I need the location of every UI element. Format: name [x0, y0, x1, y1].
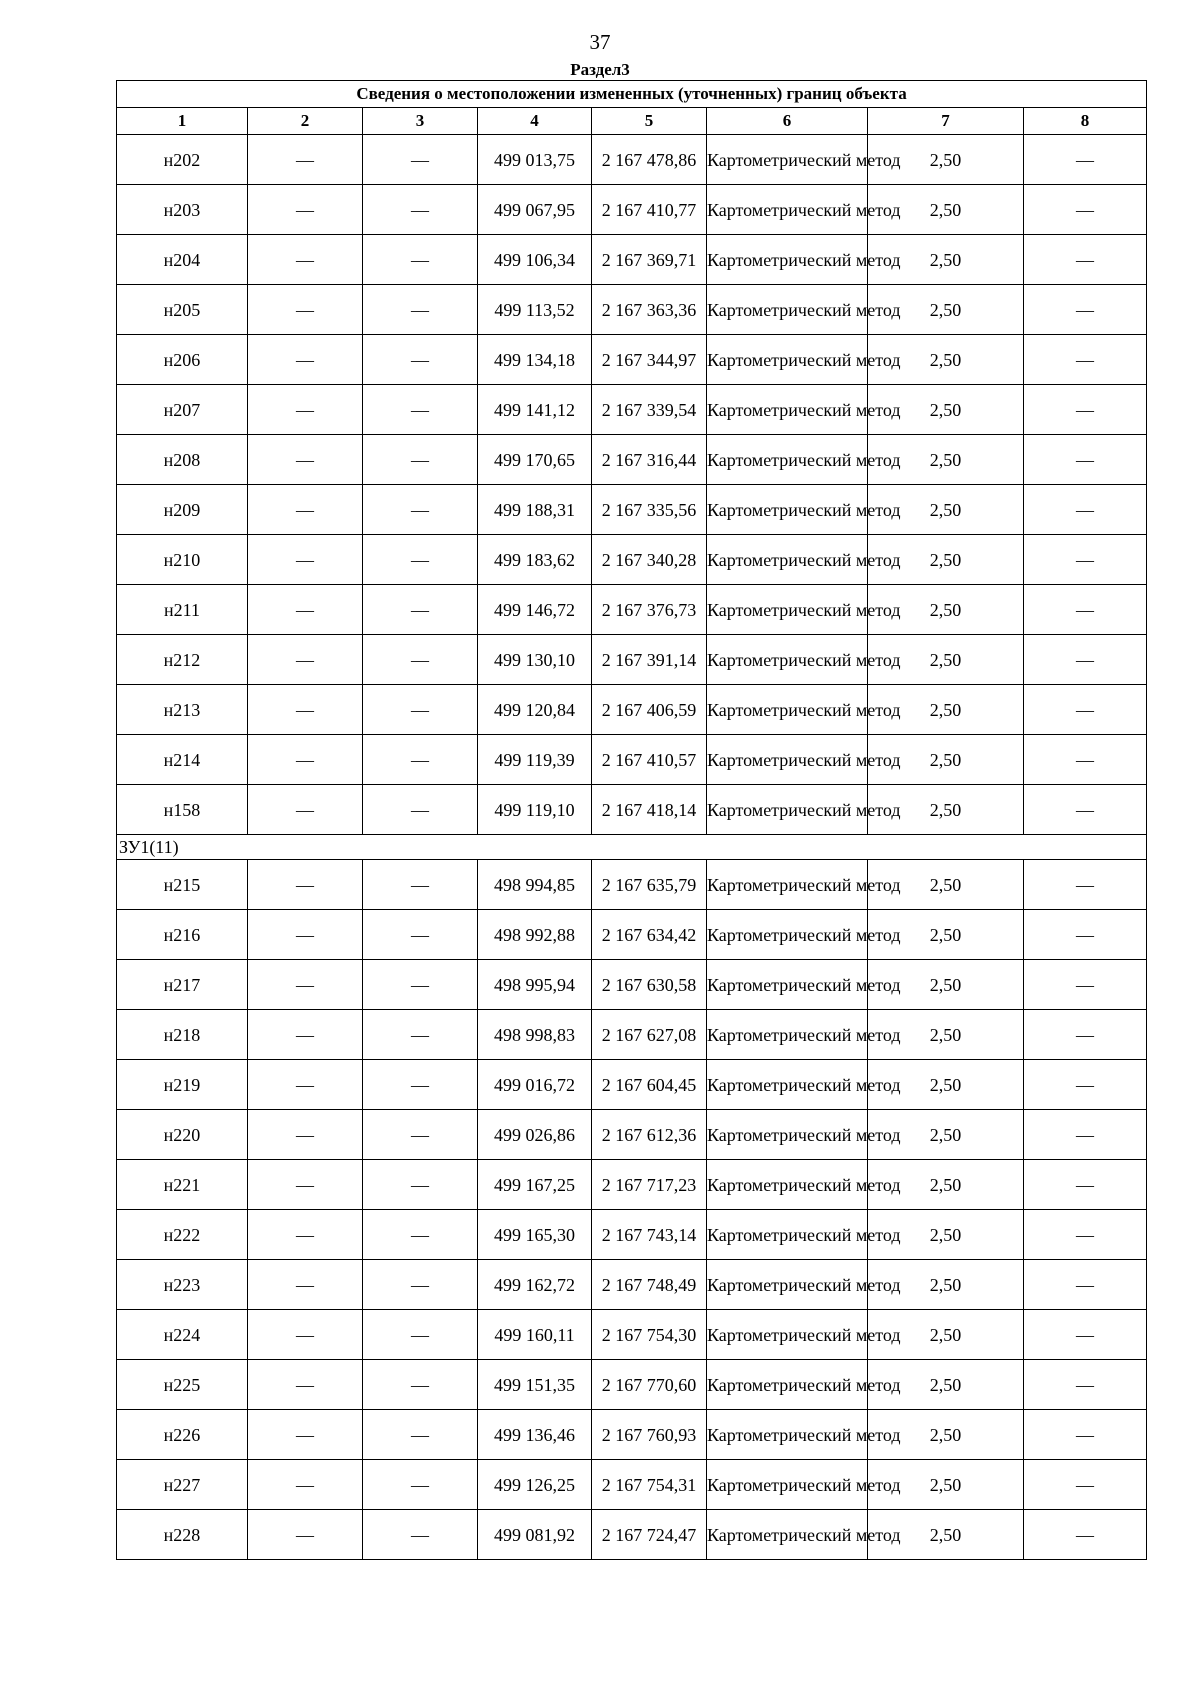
point-cell: н224	[117, 1310, 248, 1360]
x-coordinate-cell: 498 994,85	[478, 860, 592, 910]
column-2-cell: —	[248, 385, 363, 435]
column-3-cell: —	[363, 1110, 478, 1160]
table-row	[117, 1060, 1147, 1110]
column-8-cell: —	[1024, 335, 1147, 385]
method-cell: Картометрический метод	[707, 785, 868, 835]
y-coordinate-cell: 2 167 743,14	[592, 1210, 707, 1260]
table-row	[117, 1510, 1147, 1560]
x-coordinate-cell: 499 130,10	[478, 635, 592, 685]
y-coordinate-cell: 2 167 627,08	[592, 1010, 707, 1060]
column-3-cell: —	[363, 1310, 478, 1360]
y-coordinate-cell: 2 167 369,71	[592, 235, 707, 285]
column-8-cell: —	[1024, 1460, 1147, 1510]
column-2-cell: —	[248, 1210, 363, 1260]
accuracy-cell: 2,50	[868, 1360, 1024, 1410]
column-3-cell: —	[363, 1360, 478, 1410]
column-8-cell: —	[1024, 635, 1147, 685]
method-cell: Картометрический метод	[707, 960, 868, 1010]
column-8-cell: —	[1024, 1360, 1147, 1410]
column-8-cell: —	[1024, 1260, 1147, 1310]
accuracy-cell: 2,50	[868, 135, 1024, 185]
y-coordinate-cell: 2 167 335,56	[592, 485, 707, 535]
method-cell: Картометрический метод	[707, 1210, 868, 1260]
column-2-cell: —	[248, 335, 363, 385]
x-coordinate-cell: 499 136,46	[478, 1410, 592, 1460]
x-coordinate-cell: 499 016,72	[478, 1060, 592, 1110]
table-row	[117, 1360, 1147, 1410]
table-row	[117, 860, 1147, 910]
x-coordinate-cell: 499 106,34	[478, 235, 592, 285]
x-coordinate-cell: 499 026,86	[478, 1110, 592, 1160]
table-row	[117, 910, 1147, 960]
table-row	[117, 1410, 1147, 1460]
y-coordinate-cell: 2 167 604,45	[592, 1060, 707, 1110]
column-number: 8	[1024, 108, 1147, 135]
method-cell: Картометрический метод	[707, 285, 868, 335]
table-row	[117, 1210, 1147, 1260]
column-8-cell: —	[1024, 1310, 1147, 1360]
y-coordinate-cell: 2 167 340,28	[592, 535, 707, 585]
x-coordinate-cell: 499 165,30	[478, 1210, 592, 1260]
point-cell: н228	[117, 1510, 248, 1560]
column-3-cell: —	[363, 335, 478, 385]
group-header-row	[117, 835, 1147, 860]
column-number: 3	[363, 108, 478, 135]
point-cell: н217	[117, 960, 248, 1010]
column-2-cell: —	[248, 1110, 363, 1160]
column-2-cell: —	[248, 235, 363, 285]
x-coordinate-cell: 499 141,12	[478, 385, 592, 435]
table-row	[117, 335, 1147, 385]
method-cell: Картометрический метод	[707, 535, 868, 585]
table-row	[117, 1110, 1147, 1160]
boundary-coordinates-table	[116, 80, 1147, 1560]
y-coordinate-cell: 2 167 754,30	[592, 1310, 707, 1360]
point-cell: н226	[117, 1410, 248, 1460]
column-3-cell: —	[363, 185, 478, 235]
point-cell: н220	[117, 1110, 248, 1160]
column-8-cell: —	[1024, 960, 1147, 1010]
y-coordinate-cell: 2 167 724,47	[592, 1510, 707, 1560]
y-coordinate-cell: 2 167 760,93	[592, 1410, 707, 1460]
column-2-cell: —	[248, 485, 363, 535]
x-coordinate-cell: 499 081,92	[478, 1510, 592, 1560]
table-row	[117, 235, 1147, 285]
column-2-cell: —	[248, 1310, 363, 1360]
y-coordinate-cell: 2 167 418,14	[592, 785, 707, 835]
accuracy-cell: 2,50	[868, 185, 1024, 235]
column-3-cell: —	[363, 735, 478, 785]
point-cell: н204	[117, 235, 248, 285]
method-cell: Картометрический метод	[707, 1010, 868, 1060]
accuracy-cell: 2,50	[868, 910, 1024, 960]
column-3-cell: —	[363, 910, 478, 960]
method-cell: Картометрический метод	[707, 735, 868, 785]
table-row	[117, 585, 1147, 635]
column-8-cell: —	[1024, 735, 1147, 785]
column-8-cell: —	[1024, 1160, 1147, 1210]
accuracy-cell: 2,50	[868, 285, 1024, 335]
y-coordinate-cell: 2 167 363,36	[592, 285, 707, 335]
x-coordinate-cell: 499 162,72	[478, 1260, 592, 1310]
column-number: 7	[868, 108, 1024, 135]
column-3-cell: —	[363, 435, 478, 485]
table-row	[117, 1310, 1147, 1360]
section-title: Раздел3	[570, 60, 630, 79]
column-3-cell: —	[363, 1460, 478, 1510]
table-row	[117, 960, 1147, 1010]
column-8-cell: —	[1024, 685, 1147, 735]
y-coordinate-cell: 2 167 316,44	[592, 435, 707, 485]
column-8-cell: —	[1024, 1210, 1147, 1260]
method-cell: Картометрический метод	[707, 1060, 868, 1110]
point-cell: н158	[117, 785, 248, 835]
method-cell: Картометрический метод	[707, 1510, 868, 1560]
y-coordinate-cell: 2 167 344,97	[592, 335, 707, 385]
column-3-cell: —	[363, 385, 478, 435]
table-row	[117, 535, 1147, 585]
column-2-cell: —	[248, 285, 363, 335]
accuracy-cell: 2,50	[868, 1460, 1024, 1510]
table-caption: Сведения о местоположении измененных (уточненных) границ объекта	[117, 81, 1147, 108]
y-coordinate-cell: 2 167 634,42	[592, 910, 707, 960]
point-cell: н203	[117, 185, 248, 235]
column-2-cell: —	[248, 1360, 363, 1410]
accuracy-cell: 2,50	[868, 735, 1024, 785]
accuracy-cell: 2,50	[868, 585, 1024, 635]
point-cell: н211	[117, 585, 248, 635]
table-row	[117, 135, 1147, 185]
column-3-cell: —	[363, 1160, 478, 1210]
accuracy-cell: 2,50	[868, 1410, 1024, 1460]
column-8-cell: —	[1024, 285, 1147, 335]
accuracy-cell: 2,50	[868, 535, 1024, 585]
column-8-cell: —	[1024, 1510, 1147, 1560]
column-8-cell: —	[1024, 385, 1147, 435]
column-3-cell: —	[363, 1210, 478, 1260]
accuracy-cell: 2,50	[868, 235, 1024, 285]
y-coordinate-cell: 2 167 770,60	[592, 1360, 707, 1410]
x-coordinate-cell: 498 992,88	[478, 910, 592, 960]
column-3-cell: —	[363, 785, 478, 835]
column-8-cell: —	[1024, 785, 1147, 835]
column-3-cell: —	[363, 1060, 478, 1110]
column-8-cell: —	[1024, 1060, 1147, 1110]
table-row	[117, 1160, 1147, 1210]
y-coordinate-cell: 2 167 339,54	[592, 385, 707, 435]
column-3-cell: —	[363, 1410, 478, 1460]
point-cell: н212	[117, 635, 248, 685]
column-2-cell: —	[248, 860, 363, 910]
column-3-cell: —	[363, 960, 478, 1010]
accuracy-cell: 2,50	[868, 860, 1024, 910]
point-cell: н221	[117, 1160, 248, 1210]
accuracy-cell: 2,50	[868, 785, 1024, 835]
column-2-cell: —	[248, 1060, 363, 1110]
column-number: 4	[478, 108, 592, 135]
column-2-cell: —	[248, 735, 363, 785]
column-2-cell: —	[248, 535, 363, 585]
column-2-cell: —	[248, 135, 363, 185]
point-cell: н219	[117, 1060, 248, 1110]
accuracy-cell: 2,50	[868, 1260, 1024, 1310]
method-cell: Картометрический метод	[707, 1310, 868, 1360]
x-coordinate-cell: 499 067,95	[478, 185, 592, 235]
column-2-cell: —	[248, 1410, 363, 1460]
x-coordinate-cell: 499 151,35	[478, 1360, 592, 1410]
method-cell: Картометрический метод	[707, 1160, 868, 1210]
method-cell: Картометрический метод	[707, 1110, 868, 1160]
x-coordinate-cell: 499 013,75	[478, 135, 592, 185]
point-cell: н202	[117, 135, 248, 185]
table-row	[117, 485, 1147, 535]
table-row	[117, 185, 1147, 235]
x-coordinate-cell: 499 120,84	[478, 685, 592, 735]
column-2-cell: —	[248, 185, 363, 235]
point-cell: н225	[117, 1360, 248, 1410]
method-cell: Картометрический метод	[707, 1460, 868, 1510]
accuracy-cell: 2,50	[868, 960, 1024, 1010]
method-cell: Картометрический метод	[707, 1260, 868, 1310]
column-3-cell: —	[363, 1510, 478, 1560]
column-2-cell: —	[248, 785, 363, 835]
column-8-cell: —	[1024, 910, 1147, 960]
accuracy-cell: 2,50	[868, 335, 1024, 385]
column-8-cell: —	[1024, 485, 1147, 535]
point-cell: н227	[117, 1460, 248, 1510]
point-cell: н205	[117, 285, 248, 335]
accuracy-cell: 2,50	[868, 435, 1024, 485]
method-cell: Картометрический метод	[707, 910, 868, 960]
table-row	[117, 735, 1147, 785]
point-cell: н214	[117, 735, 248, 785]
column-2-cell: —	[248, 685, 363, 735]
group-label: ЗУ1(11)	[117, 835, 1147, 860]
column-2-cell: —	[248, 635, 363, 685]
column-8-cell: —	[1024, 535, 1147, 585]
table-row	[117, 385, 1147, 435]
column-number: 6	[707, 108, 868, 135]
column-8-cell: —	[1024, 860, 1147, 910]
column-2-cell: —	[248, 585, 363, 635]
column-8-cell: —	[1024, 135, 1147, 185]
y-coordinate-cell: 2 167 754,31	[592, 1460, 707, 1510]
point-cell: н222	[117, 1210, 248, 1260]
accuracy-cell: 2,50	[868, 1110, 1024, 1160]
column-3-cell: —	[363, 535, 478, 585]
point-cell: н207	[117, 385, 248, 435]
y-coordinate-cell: 2 167 376,73	[592, 585, 707, 635]
column-8-cell: —	[1024, 585, 1147, 635]
column-8-cell: —	[1024, 185, 1147, 235]
column-2-cell: —	[248, 1160, 363, 1210]
point-cell: н210	[117, 535, 248, 585]
point-cell: н218	[117, 1010, 248, 1060]
x-coordinate-cell: 499 167,25	[478, 1160, 592, 1210]
accuracy-cell: 2,50	[868, 485, 1024, 535]
point-cell: н223	[117, 1260, 248, 1310]
accuracy-cell: 2,50	[868, 1210, 1024, 1260]
accuracy-cell: 2,50	[868, 1010, 1024, 1060]
column-2-cell: —	[248, 1010, 363, 1060]
method-cell: Картометрический метод	[707, 635, 868, 685]
x-coordinate-cell: 499 188,31	[478, 485, 592, 535]
method-cell: Картометрический метод	[707, 685, 868, 735]
column-8-cell: —	[1024, 435, 1147, 485]
y-coordinate-cell: 2 167 612,36	[592, 1110, 707, 1160]
column-3-cell: —	[363, 235, 478, 285]
column-2-cell: —	[248, 435, 363, 485]
column-2-cell: —	[248, 1460, 363, 1510]
column-2-cell: —	[248, 1510, 363, 1560]
accuracy-cell: 2,50	[868, 1310, 1024, 1360]
y-coordinate-cell: 2 167 410,77	[592, 185, 707, 235]
column-2-cell: —	[248, 960, 363, 1010]
y-coordinate-cell: 2 167 630,58	[592, 960, 707, 1010]
column-number: 5	[592, 108, 707, 135]
table-row	[117, 685, 1147, 735]
column-3-cell: —	[363, 135, 478, 185]
x-coordinate-cell: 499 170,65	[478, 435, 592, 485]
point-cell: н213	[117, 685, 248, 735]
table-row	[117, 1010, 1147, 1060]
column-3-cell: —	[363, 1010, 478, 1060]
point-cell: н216	[117, 910, 248, 960]
point-cell: н215	[117, 860, 248, 910]
column-number: 2	[248, 108, 363, 135]
column-3-cell: —	[363, 585, 478, 635]
table-caption-row	[117, 81, 1147, 108]
column-number-row	[117, 108, 1147, 135]
method-cell: Картометрический метод	[707, 860, 868, 910]
x-coordinate-cell: 499 126,25	[478, 1460, 592, 1510]
accuracy-cell: 2,50	[868, 385, 1024, 435]
accuracy-cell: 2,50	[868, 685, 1024, 735]
method-cell: Картометрический метод	[707, 335, 868, 385]
point-cell: н206	[117, 335, 248, 385]
accuracy-cell: 2,50	[868, 635, 1024, 685]
method-cell: Картометрический метод	[707, 185, 868, 235]
column-8-cell: —	[1024, 1410, 1147, 1460]
y-coordinate-cell: 2 167 406,59	[592, 685, 707, 735]
y-coordinate-cell: 2 167 635,79	[592, 860, 707, 910]
column-3-cell: —	[363, 860, 478, 910]
column-number: 1	[117, 108, 248, 135]
table-row	[117, 285, 1147, 335]
method-cell: Картометрический метод	[707, 485, 868, 535]
table-row	[117, 635, 1147, 685]
column-3-cell: —	[363, 485, 478, 535]
column-3-cell: —	[363, 1260, 478, 1310]
point-cell: н208	[117, 435, 248, 485]
point-cell: н209	[117, 485, 248, 535]
x-coordinate-cell: 498 998,83	[478, 1010, 592, 1060]
x-coordinate-cell: 499 113,52	[478, 285, 592, 335]
x-coordinate-cell: 499 119,10	[478, 785, 592, 835]
method-cell: Картометрический метод	[707, 385, 868, 435]
y-coordinate-cell: 2 167 478,86	[592, 135, 707, 185]
x-coordinate-cell: 499 183,62	[478, 535, 592, 585]
method-cell: Картометрический метод	[707, 585, 868, 635]
method-cell: Картометрический метод	[707, 1360, 868, 1410]
column-8-cell: —	[1024, 1110, 1147, 1160]
y-coordinate-cell: 2 167 410,57	[592, 735, 707, 785]
y-coordinate-cell: 2 167 748,49	[592, 1260, 707, 1310]
method-cell: Картометрический метод	[707, 235, 868, 285]
table-row	[117, 435, 1147, 485]
method-cell: Картометрический метод	[707, 435, 868, 485]
column-8-cell: —	[1024, 1010, 1147, 1060]
table-row	[117, 1260, 1147, 1310]
y-coordinate-cell: 2 167 717,23	[592, 1160, 707, 1210]
method-cell: Картометрический метод	[707, 1410, 868, 1460]
x-coordinate-cell: 499 119,39	[478, 735, 592, 785]
column-3-cell: —	[363, 285, 478, 335]
x-coordinate-cell: 499 160,11	[478, 1310, 592, 1360]
column-3-cell: —	[363, 685, 478, 735]
table-row	[117, 1460, 1147, 1510]
table-row	[117, 785, 1147, 835]
column-3-cell: —	[363, 635, 478, 685]
x-coordinate-cell: 498 995,94	[478, 960, 592, 1010]
accuracy-cell: 2,50	[868, 1510, 1024, 1560]
x-coordinate-cell: 499 146,72	[478, 585, 592, 635]
column-2-cell: —	[248, 1260, 363, 1310]
column-2-cell: —	[248, 910, 363, 960]
method-cell: Картометрический метод	[707, 135, 868, 185]
x-coordinate-cell: 499 134,18	[478, 335, 592, 385]
column-8-cell: —	[1024, 235, 1147, 285]
y-coordinate-cell: 2 167 391,14	[592, 635, 707, 685]
page-number: 37	[589, 30, 611, 54]
accuracy-cell: 2,50	[868, 1060, 1024, 1110]
accuracy-cell: 2,50	[868, 1160, 1024, 1210]
